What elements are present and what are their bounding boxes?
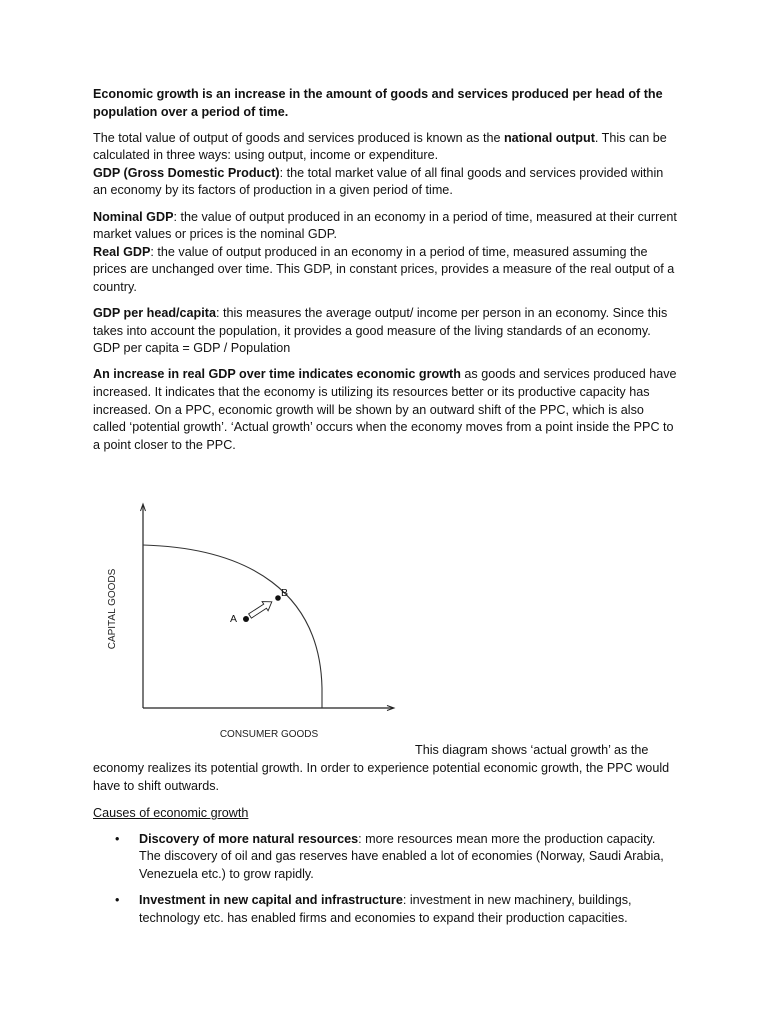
list-item: [93, 831, 678, 884]
point-b-label: B: [281, 587, 289, 599]
y-axis-label: CAPITAL GOODS: [107, 568, 118, 650]
cause-text: : more resources mean more the production capacity. The discovery of oil and gas reserves have enabled a lot of economies (Norway, Saudi Arabia, Venezuela etc.) to grow rapidly.: [139, 831, 664, 881]
caption-rest: economy realizes its potential growth. In order to experience potential economic growth, the PPC would have to shift outwards.: [93, 761, 670, 793]
growth-paragraph: [93, 366, 678, 454]
nominal-gdp-term: Nominal GDP: [93, 209, 174, 224]
caption-line-1: This diagram shows ‘actual growth’ as the: [415, 743, 649, 757]
real-gdp-term: Real GDP: [93, 244, 151, 259]
gdp-text: : the total market value of all final goods and services provided within an economy by its factors of production in a given period of time.: [93, 165, 664, 198]
growth-text: as goods and services produced have increased. It indicates that the economy is utilizing its resources better or its productive capacity has increased. On a PPC, economic growth will be shown by an outward shift of the PPC, which is also called ‘potential growth’. ‘Actual growth’ occurs when the economy moves from a point inside the PPC to a point closer to the PPC.: [93, 367, 677, 452]
ppc-diagram-svg: [100, 498, 410, 748]
ppc-curve: [143, 545, 322, 708]
ppc-diagram: [100, 498, 410, 748]
point-b: [275, 595, 281, 601]
per-capita-paragraph: [93, 305, 678, 358]
point-a-label: A: [230, 613, 238, 625]
cause-term: Investment in new capital and infrastructure: [139, 893, 403, 908]
document-body: [93, 86, 678, 463]
bullet-icon: •: [115, 831, 120, 846]
causes-list: [93, 831, 678, 928]
real-gdp-text: : the value of output produced in an economy in a period of time, measured assuming the prices are unchanged over time. This GDP, in constant prices, provides a measure of the real output of a country.: [93, 244, 675, 294]
national-output-pre: The total value of output of goods and services produced is known as the: [93, 130, 504, 145]
causes-section: [93, 805, 678, 937]
point-a: [243, 616, 249, 622]
nominal-gdp-text: : the value of output produced in an economy in a period of time, measured at their current market values or prices is the nominal GDP.: [93, 209, 677, 242]
x-axis-label: CONSUMER GOODS: [219, 729, 319, 740]
bullet-icon: •: [115, 893, 120, 908]
growth-arrow: [247, 597, 275, 620]
per-capita-term: GDP per head/capita: [93, 306, 216, 321]
causes-heading: Causes of economic growth: [93, 806, 249, 820]
national-output-paragraph: [93, 130, 678, 200]
definition-heading: Economic growth is an increase in the amount of goods and services produced per head of the population over a period of time.: [93, 87, 663, 119]
list-item: [93, 892, 678, 927]
growth-term: An increase in real GDP over time indicates economic growth: [93, 367, 461, 382]
per-capita-text: : this measures the average output/ income per person in an economy. Since this takes into account the population, it provides a good measure of the living standards of an economy.: [93, 306, 668, 338]
cause-term: Discovery of more natural resources: [139, 831, 359, 846]
nominal-real-paragraph: [93, 209, 678, 297]
national-output-term: national output: [503, 130, 595, 145]
national-output-post: . This can be calculated in three ways: using output, income or expenditure.: [93, 130, 667, 163]
per-capita-formula: GDP per capita = GDP / Population: [93, 341, 291, 356]
cause-text: : investment in new machinery, buildings, technology etc. has enabled firms and economies to expand their production capacities.: [139, 893, 632, 925]
gdp-term: GDP (Gross Domestic Product): [93, 165, 280, 180]
